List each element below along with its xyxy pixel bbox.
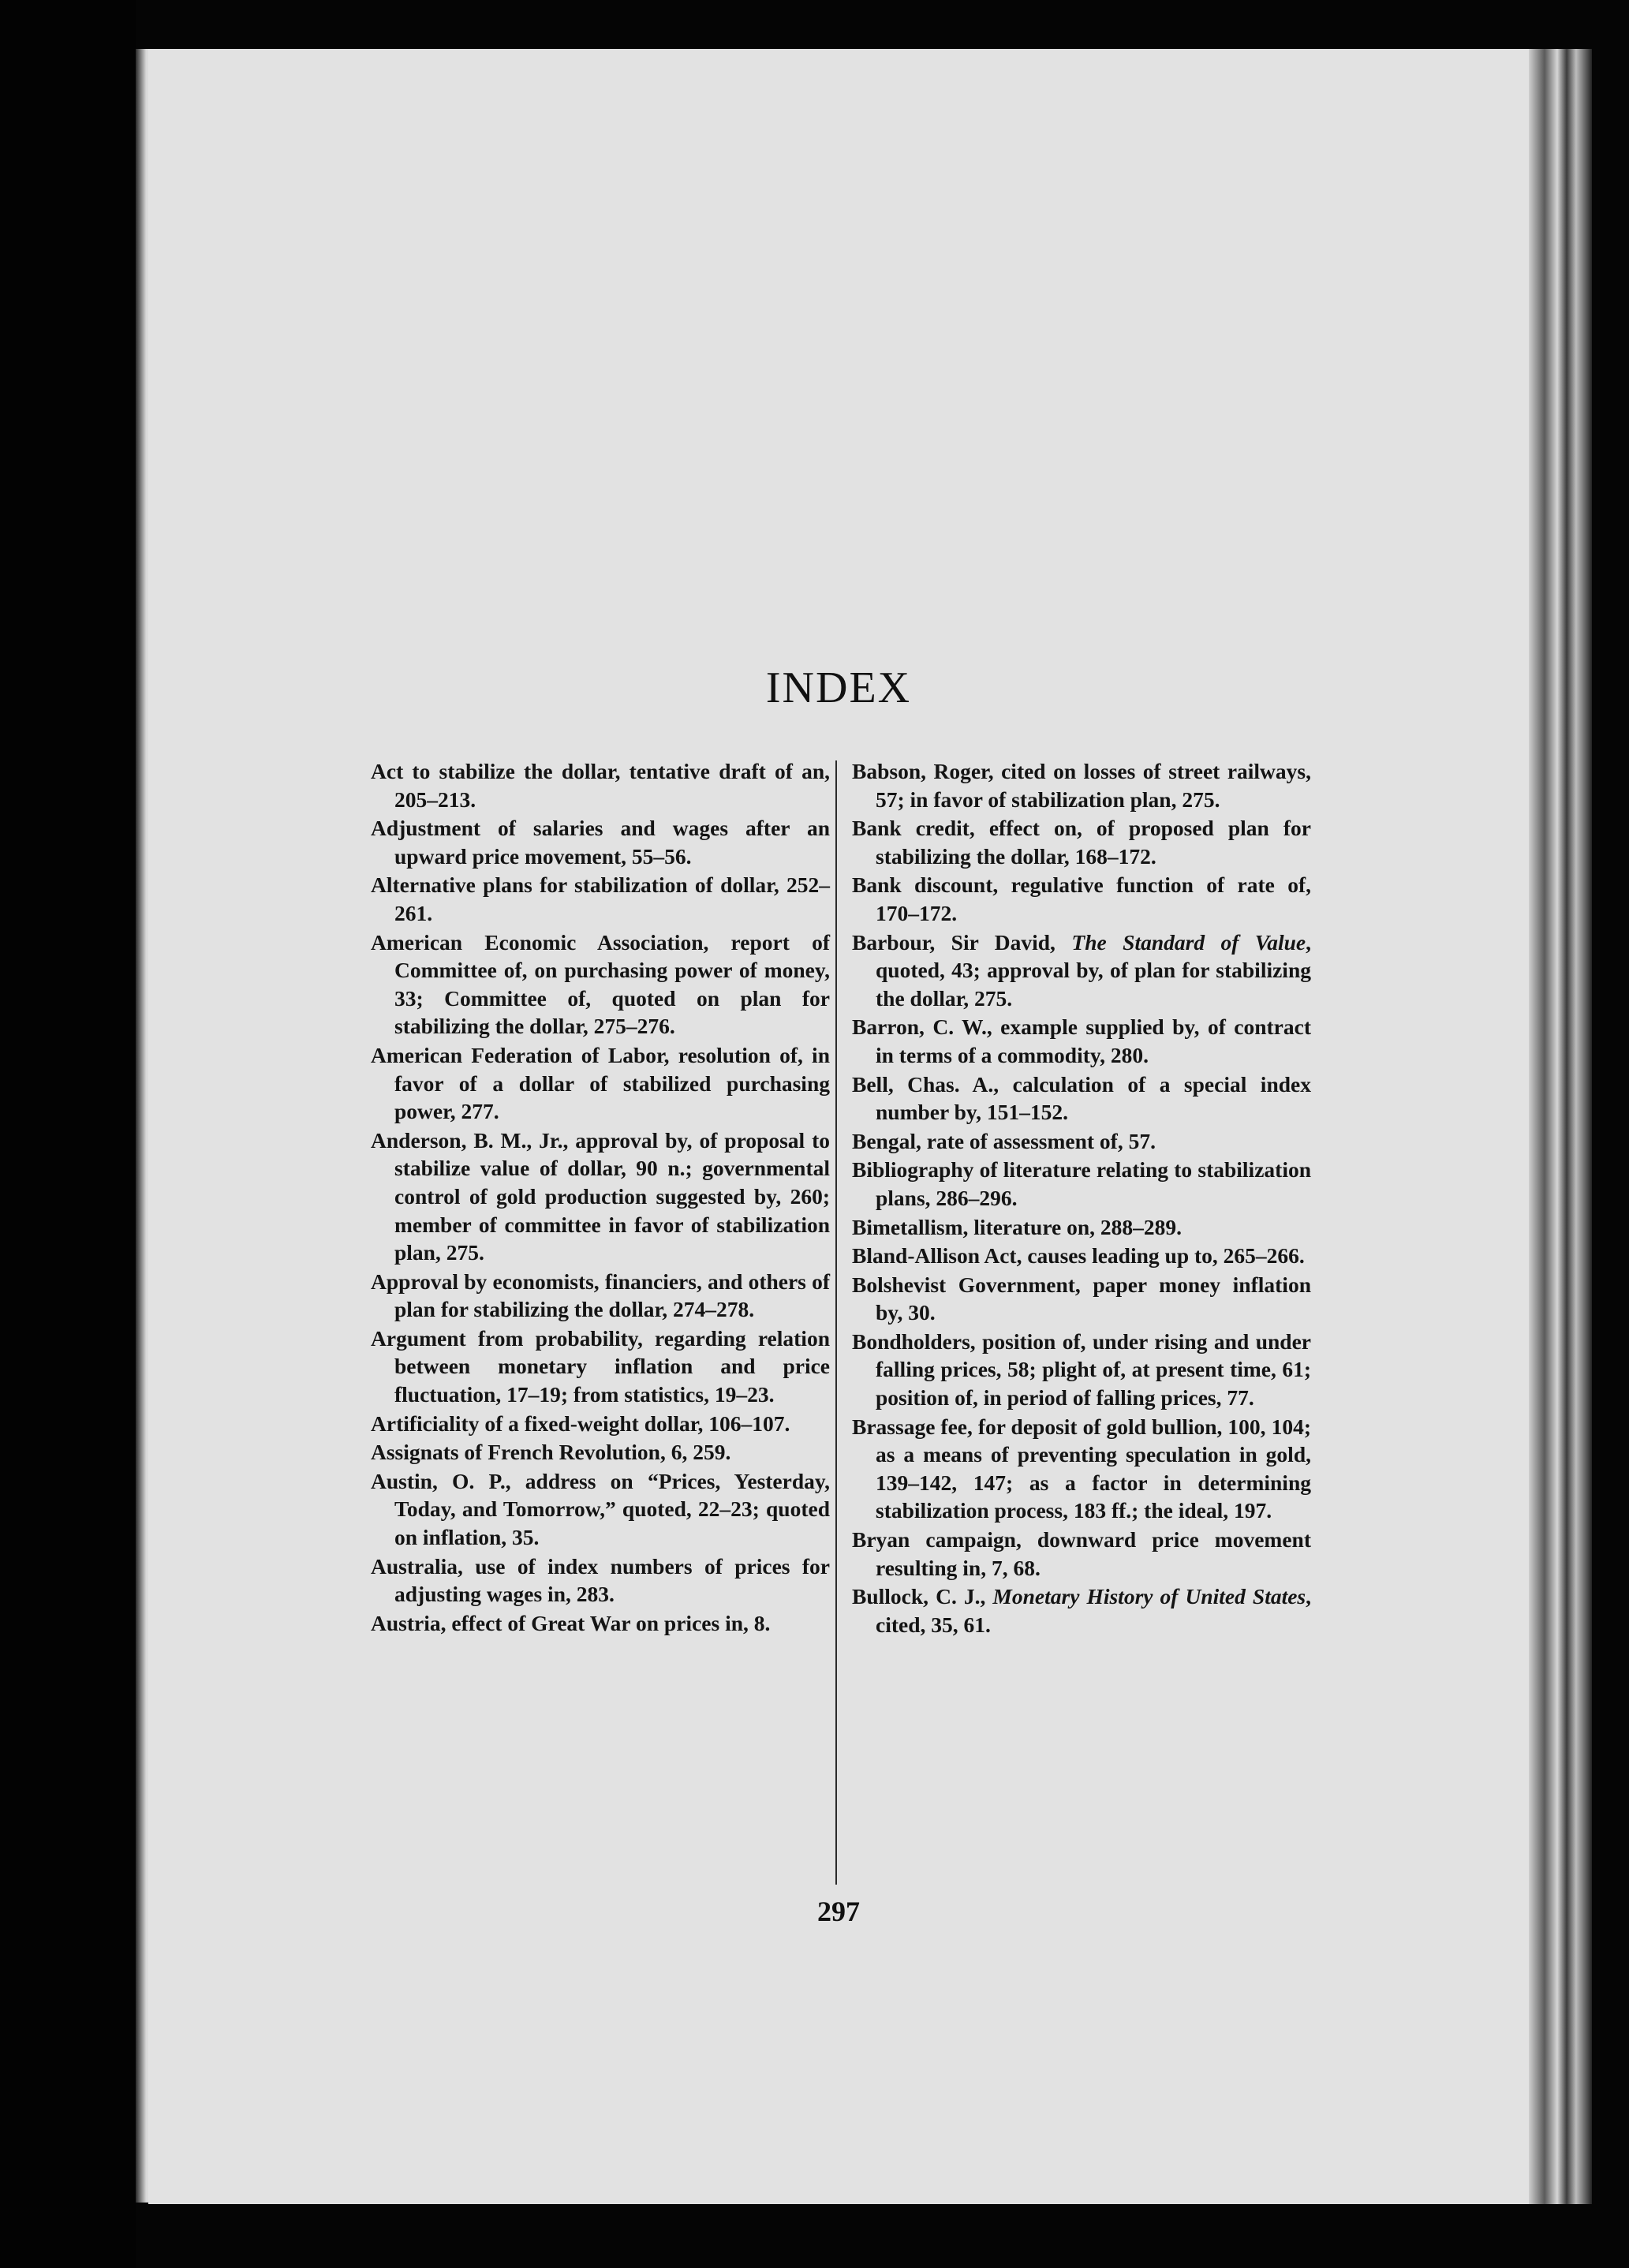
- index-entry: Bell, Chas. A., calculation of a special index number by, 151–152.: [852, 1071, 1311, 1125]
- index-column-right: [852, 757, 1311, 1639]
- index-entry: Bibliography of literature relating to stabilization plans, 286–296.: [852, 1157, 1311, 1210]
- index-entry: Artificiality of a fixed-weight dollar, 106–107.: [371, 1410, 790, 1436]
- index-entry: Barron, C. W., example supplied by, of contract in terms of a commodity, 280.: [852, 1014, 1311, 1067]
- index-entry: Austin, O. P., address on “Prices, Yesterday, Today, and Tomorrow,” quoted, 22–23; quoted on inflation, 35.: [371, 1468, 830, 1550]
- index-column-left: [371, 757, 830, 1638]
- index-entry: Bullock, C. J., Monetary History of United States, cited, 35, 61.: [852, 1584, 1312, 1637]
- page-title: INDEX: [765, 663, 912, 712]
- index-entry: Adjustment of salaries and wages after an upward price movement, 55–56.: [371, 816, 830, 869]
- index-entry: Bank credit, effect on, of proposed plan for stabilizing the dollar, 168–172.: [852, 816, 1311, 869]
- index-entry: Alternative plans for stabilization of dollar, 252–261.: [371, 872, 830, 925]
- index-entry: Bolshevist Government, paper money inflation by, 30.: [852, 1272, 1311, 1325]
- index-entry: Barbour, Sir David, The Standard of Value, quoted, 43; approval by, of plan for stabilizing the dollar, 275.: [852, 929, 1311, 1011]
- page-number: 297: [817, 1896, 860, 1927]
- index-entry: Act to stabilize the dollar, tentative draft of an, 205–213.: [371, 759, 830, 812]
- index-entry: Bimetallism, literature on, 288–289.: [852, 1214, 1183, 1239]
- index-entry: Anderson, B. M., Jr., approval by, of proposal to stabilize value of dollar, 90 n.; governmental control of gold production suggested by, 260; member of committee in favor of stabilization plan, 275.: [371, 1127, 830, 1265]
- index-entry: Bondholders, position of, under rising and under falling prices, 58; plight of, at present time, 61; position of, in period of falling prices, 77.: [852, 1328, 1311, 1410]
- index-entry: Bryan campaign, downward price movement resulting in, 7, 68.: [852, 1527, 1311, 1580]
- index-entry: Approval by economists, financiers, and others of plan for stabilizing the dollar, 274–278.: [371, 1269, 830, 1322]
- book-page: [148, 49, 1529, 2204]
- index-entry: Australia, use of index numbers of prices for adjusting wages in, 283.: [371, 1553, 830, 1607]
- index-entry: Assignats of French Revolution, 6, 259.: [371, 1440, 731, 1465]
- page-edge-stack: [1529, 49, 1592, 2204]
- index-entry: Brassage fee, for deposit of gold bullion, 100, 104; as a means of preventing speculation in gold, 139–142, 147; as a factor in determining stabilization process, 183 ff.; the ideal, 197.: [852, 1414, 1311, 1523]
- index-entry: Babson, Roger, cited on losses of street railways, 57; in favor of stabilization plan, 275.: [852, 759, 1311, 812]
- index-entry: Bank discount, regulative function of rate of, 170–172.: [852, 872, 1311, 925]
- index-entry: Austria, effect of Great War on prices in, 8.: [371, 1610, 771, 1635]
- column-divider: [835, 760, 837, 1885]
- index-entry: Bengal, rate of assessment of, 57.: [852, 1128, 1156, 1153]
- index-entry: Bland-Allison Act, causes leading up to, 265–266.: [852, 1243, 1305, 1269]
- index-entry: American Federation of Labor, resolution of, in favor of a dollar of stabilized purchasing power, 277.: [371, 1042, 830, 1124]
- index-entry: Argument from probability, regarding relation between monetary inflation and price fluctuation, 17–19; from statistics, 19–23.: [371, 1325, 830, 1407]
- scanner-margin: [0, 0, 136, 2268]
- index-entry: American Economic Association, report of Committee of, on purchasing power of money, 33; Committee of, quoted on plan for stabilizing the dollar, 275–276.: [371, 929, 830, 1039]
